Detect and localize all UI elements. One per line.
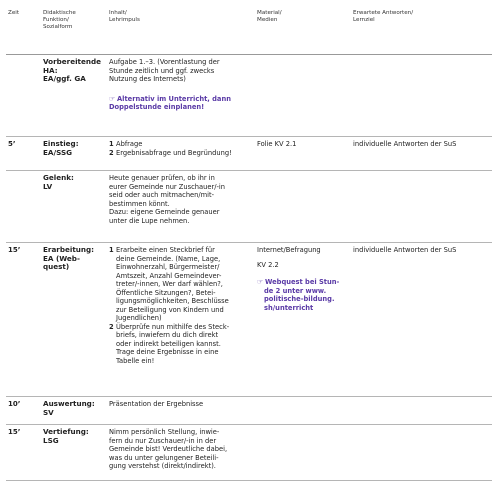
content-line: fern du nur Zuschauer/-in in der (109, 436, 217, 445)
time-cell: 15’ (6, 425, 40, 481)
hint-line (257, 278, 347, 287)
content-line: Heute genauer prüfen, ob ihr in (109, 174, 215, 182)
table-row (6, 397, 492, 425)
content-line: Aufgabe 1.–3. (Vorentlastung der (109, 58, 220, 66)
material-cell (254, 171, 350, 243)
task-number: 2 (109, 148, 114, 157)
lesson-plan-table (6, 6, 492, 481)
hint-line: politische-bildung. (264, 295, 335, 303)
time-cell (6, 171, 40, 243)
material-line: Folie KV 2.1 (257, 140, 297, 148)
phase-cell (40, 171, 106, 243)
answers-cell (350, 55, 492, 137)
content-line: Nimm persönlich Stellung, inwie- (109, 428, 220, 436)
header-inhalt-line: Lehrimpuls (109, 17, 140, 23)
table-row (6, 55, 492, 137)
task-text: Amtszeit, Anzahl Gemeindever- (116, 271, 222, 280)
task-number: 1 (109, 246, 114, 254)
content-line: bestimmen könnt. (109, 199, 170, 208)
task-text: zur Beteiligung von Kindern und (116, 305, 224, 314)
table-row (6, 425, 492, 481)
phase-line: quest) (43, 262, 70, 272)
table-row (6, 171, 492, 243)
material-cell (254, 397, 350, 425)
task-text: Tabelle ein! (116, 356, 155, 365)
material-line: KV 2.2 (257, 260, 279, 269)
phase-line: Gelenk: (43, 173, 74, 182)
phase-cell (40, 55, 106, 137)
material-cell (254, 425, 350, 481)
answers-line: individuelle Antworten der SuS (353, 140, 457, 148)
header-material-line: Material/ (257, 10, 282, 16)
header-inhalt-line: Inhalt/ (109, 10, 127, 16)
task-text: ligungsmöglichkeiten, Beschlüsse (116, 297, 229, 305)
table-body (6, 55, 492, 481)
header-zeit-label: Zeit (8, 10, 20, 16)
phase-line: EA/SSG (43, 147, 73, 157)
time-cell (6, 55, 40, 137)
material-cell (254, 137, 350, 171)
material-cell (254, 243, 350, 397)
hint-line: sh/unterricht (264, 303, 314, 312)
task-item (109, 140, 251, 149)
content-line: seid oder auch mitmachen/mit- (109, 191, 215, 199)
header-answers-line: Erwartete Antworten/ (353, 10, 414, 16)
phase-line: LSG (43, 435, 59, 445)
phase-line: HA: (43, 65, 58, 75)
phase-line: Einstieg: (43, 139, 79, 148)
phase-line: Vorbereitende (43, 57, 102, 66)
header-phase-line: Didaktische (43, 10, 76, 16)
header-phase-line: Sozialform (43, 24, 73, 30)
content-line: Präsentation der Ergebnisse (109, 400, 204, 408)
time-cell: 15’ (6, 243, 40, 397)
answers-cell (350, 243, 492, 397)
content-line: Nutzung des Internets) (109, 75, 186, 83)
content-cell (106, 425, 254, 481)
content-cell (106, 397, 254, 425)
task-item (109, 323, 251, 332)
header-material (254, 6, 350, 55)
phase-line: EA/ggf. GA (43, 74, 86, 84)
hint-line: Doppelstunde einplanen! (109, 103, 205, 111)
task-text: Trage deine Ergebnisse in eine (116, 348, 219, 356)
phase-cell (40, 397, 106, 425)
header-inhalt (106, 6, 254, 55)
header-zeit (6, 6, 40, 55)
task-text: Einwohnerzahl, Bürgermeister/ (116, 263, 220, 271)
header-material-line: Medien (257, 17, 278, 23)
content-cell (106, 171, 254, 243)
phase-line: SV (43, 407, 54, 417)
task-text: treter/-innen, Wer darf wählen?, (116, 280, 223, 288)
content-cell (106, 243, 254, 397)
hint-text: Alternativ im Unterricht, dann (117, 94, 231, 103)
phase-cell (40, 243, 106, 397)
header-phase-line: Funktion/ (43, 17, 69, 23)
header-answers (350, 6, 492, 55)
material-cell (254, 55, 350, 137)
content-line: eurer Gemeinde nur Zuschauer/-in (109, 182, 225, 191)
material-line: Internet/Befragung (257, 246, 321, 254)
content-line: Stunde zeitlich und ggf. zwecks (109, 66, 215, 75)
content-cell (106, 137, 254, 171)
hint-text: Webquest bei Stun- (265, 278, 340, 286)
table-row (6, 243, 492, 397)
header-answers-line: Lernziel (353, 17, 375, 23)
phase-line: Auswertung: (43, 399, 95, 408)
webquest-hint (257, 278, 347, 312)
answers-cell (350, 397, 492, 425)
task-text: deine Gemeinde. (Name, Lage, (116, 254, 221, 263)
hint-line: de 2 unter www. (264, 286, 327, 295)
phase-cell (40, 137, 106, 171)
task-text: Überprüfe nun mithilfe des Steck- (116, 322, 230, 331)
hint-note (109, 95, 251, 112)
hint-line (109, 95, 251, 104)
task-text: briefs, inwiefern du dich direkt (116, 331, 219, 339)
header-phase (40, 6, 106, 55)
answers-cell (350, 171, 492, 243)
pointing-hand-icon: ☞ (109, 94, 116, 103)
task-text: Abfrage (116, 140, 143, 148)
table-header (6, 6, 492, 55)
task-item (109, 246, 251, 255)
task-text: Ergebnisabfrage und Begründung! (116, 148, 232, 157)
header-row (6, 6, 492, 55)
phase-line: EA (Web- (43, 253, 80, 263)
answers-cell (350, 425, 492, 481)
answers-line: individuelle Antworten der SuS (353, 246, 457, 254)
task-number: 2 (109, 322, 114, 331)
task-text: oder indirekt beteiligen kannst. (116, 339, 221, 348)
task-text: Öffentliche Sitzungen?, Betei- (116, 288, 216, 297)
task-text: Erarbeite einen Steckbrief für (116, 246, 215, 254)
phase-cell (40, 425, 106, 481)
table-row (6, 137, 492, 171)
task-number: 1 (109, 140, 114, 148)
task-text: Jugendlichen) (116, 314, 162, 322)
content-line: gung verstehst (direkt/indirekt). (109, 462, 216, 470)
content-line: Dazu: eigene Gemeinde genauer (109, 208, 220, 216)
content-cell (106, 55, 254, 137)
phase-line: Erarbeitung: (43, 245, 95, 254)
pointing-hand-icon: ☞ (257, 278, 264, 286)
time-cell: 10’ (6, 397, 40, 425)
time-cell: 5’ (6, 137, 40, 171)
content-line: Gemeinde bist! Verdeutliche dabei, (109, 445, 228, 453)
content-line: was du unter gelungener Beteili- (109, 453, 219, 462)
phase-line: Vertiefung: (43, 427, 89, 436)
content-line: unter die Lupe nehmen. (109, 216, 190, 225)
phase-line: LV (43, 181, 53, 191)
task-item (109, 149, 251, 158)
answers-cell (350, 137, 492, 171)
